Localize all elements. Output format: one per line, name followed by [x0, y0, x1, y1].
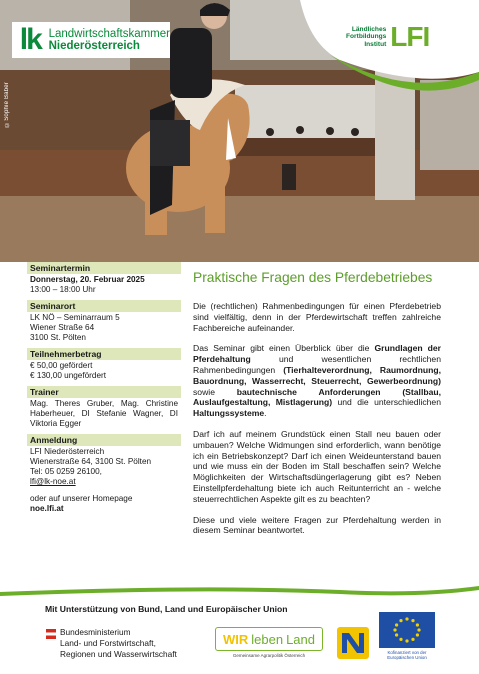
overview-bold-h: Haltungssysteme — [193, 408, 265, 419]
eu-caption-line2: Europäischen Union — [387, 655, 427, 660]
wir-word: WIR — [222, 631, 249, 647]
overview-text-a: Das Seminar gibt einen Überblick über die — [193, 343, 375, 354]
ministry-line1: Bundesministerium — [60, 627, 131, 637]
trainer-label: Trainer — [27, 386, 181, 398]
paragraph-closing: Diese und viele weitere Fragen zur Pferdehaltung werden in diesem Seminar beantwortet. — [193, 514, 441, 536]
ministry-line2: Land- und Forstwirtschaft, — [60, 638, 156, 648]
description-column — [193, 270, 441, 546]
ministry-logo — [46, 627, 177, 660]
ort-line3: 3100 St. Pölten — [30, 333, 86, 342]
lfi-logo — [346, 23, 429, 51]
support-heading: Mit Unterstützung von Bund, Land und Europäischer Union — [45, 604, 288, 614]
lfi-logo-text — [346, 26, 386, 49]
beitrag-body — [27, 360, 181, 381]
ministry-line3: Regionen und Wasserwirtschaft — [60, 649, 177, 659]
anmeldung-line1: LFI Niederösterreich — [30, 447, 105, 456]
seminar-title: Praktische Fragen des Pferdebetriebes — [193, 270, 433, 285]
land-word: Land — [286, 631, 315, 647]
wir-leben-land-subtitle: Gemeinsame Agrarpolitik Österreich — [232, 653, 306, 658]
wir-leben-land-box — [215, 627, 323, 651]
trainer-body: Mag. Theres Gruber, Mag. Christine Haberheuer, DI Stefanie Wagner, DI Viktoria Egger — [30, 399, 178, 428]
overview-text-e: sowie — [193, 386, 237, 397]
paragraph-overview — [193, 343, 441, 419]
homepage-line1: oder auf unserer Homepage — [30, 494, 133, 503]
homepage-body — [27, 493, 181, 514]
homepage-link[interactable]: noe.lfi.at — [30, 504, 64, 513]
anmeldung-phone: Tel: 05 0259 26100, — [30, 467, 102, 476]
overview-bold-f: bautechnische Anforderungen (Stallbau, Auslaufgestaltung, Mistlagerung) — [193, 386, 441, 408]
anmeldung-body — [27, 446, 181, 487]
ort-line2: Wiener Straße 64 — [30, 323, 95, 332]
paragraph-questions: Darf ich auf meinem Grundstück einen Stall neu bauen oder umbauen? Welche Widmungen sind erforderlich, wann benötige ich ein Betriebskonzept? Darf ich einen Weideunterstand bauen und wie muss ein der Boden im Stall beschaffen sein? Welche Möglichkeiten der Wirtschaftsdüngerlagerung gibt es? Neben Einstellpferdehaltung biete ich auch Reitunterricht an - welche steuerrechtlichen Aspekte gilt es zu beachten? — [193, 428, 441, 504]
lfi-line2: Fortbildungs — [346, 33, 387, 41]
beitrag-line2: € 130,00 ungefördert — [30, 371, 107, 380]
lk-logo-line2: Niederösterreich — [48, 40, 140, 52]
ministry-text — [60, 627, 177, 660]
termin-time: 13:00 – 18:00 Uhr — [30, 285, 96, 294]
anmeldung-line2: Wienerstraße 64, 3100 St. Pölten — [30, 457, 152, 466]
overview-bold-b: Grundlagen der Pferdehaltung — [193, 343, 442, 365]
overview-text-g: und die unterschiedlichen — [332, 397, 441, 408]
beitrag-label: Teilnehmerbetrag — [27, 348, 181, 360]
lfi-logo-mark: LFI — [390, 21, 430, 52]
termin-label: Seminartermin — [27, 262, 181, 274]
eu-flag-icon — [379, 612, 435, 648]
lfi-line3: Institut — [364, 40, 387, 48]
lk-logo-line1: Landwirtschaftskammer — [48, 27, 170, 40]
overview-text-c: und wesentlichen rechtlichen Rahmenbedingungen — [193, 354, 441, 375]
overview-bold-d: (Tierhalteverordnung, Raumordnung, Bauordnung, Wasserrecht, Steuerrecht, Gewerbeordnung) — [193, 364, 442, 386]
termin-body — [27, 274, 181, 295]
ort-body — [27, 312, 181, 343]
eu-caption-line1: Kofinanziert von der — [387, 650, 427, 655]
anmeldung-email-link[interactable]: lfi@lk-noe.at — [30, 477, 76, 486]
overview-text-i: . — [264, 408, 267, 419]
ort-label: Seminarort — [27, 300, 181, 312]
photo-copyright: ©Sophie Baber — [4, 82, 10, 127]
paragraph-intro: Die (rechtlichen) Rahmenbedingungen für einen Pferdebetrieb sind vielfältig, denn in der Pferdewirtschaft treffen zahlreiche Fachbereiche aufeinander. — [193, 301, 441, 333]
lk-logo-mark: lk — [19, 23, 41, 56]
wir-leben-land-logo — [215, 627, 323, 661]
austria-flag-icon — [46, 629, 56, 639]
eu-caption — [379, 650, 435, 660]
ort-line1: LK NÖ – Seminarraum 5 — [30, 313, 120, 322]
leben-word: leben — [251, 631, 284, 647]
lower-austria-logo-icon — [337, 627, 369, 659]
eu-cofinanced-logo — [379, 612, 435, 660]
lfi-line1: Ländliches — [351, 25, 387, 33]
beitrag-line1: € 50,00 gefördert — [30, 361, 93, 370]
info-column — [27, 262, 181, 514]
anmeldung-label: Anmeldung — [27, 434, 181, 446]
termin-date: Donnerstag, 20. Februar 2025 — [30, 275, 145, 284]
